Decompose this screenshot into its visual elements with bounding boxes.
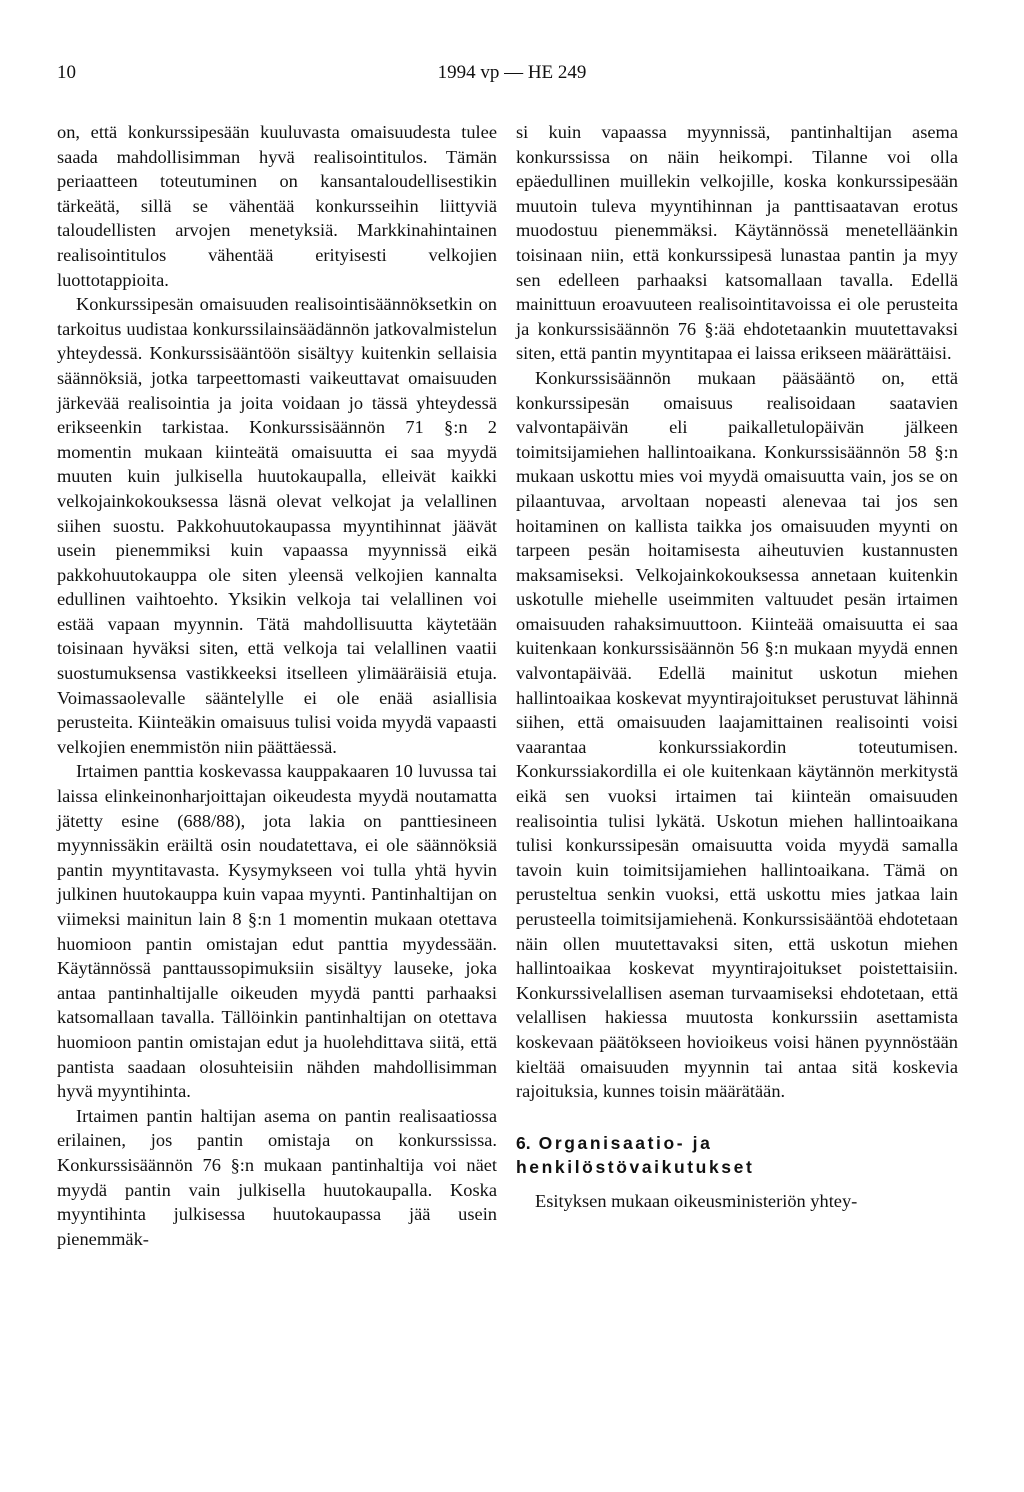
section-heading bbox=[516, 1131, 958, 1179]
section-number: 6. bbox=[516, 1132, 531, 1153]
paragraph: Irtaimen pantin haltijan asema on pantin realisaatiossa erilainen, jos pantin omistaja on konkurssissa. Konkurssisäännön 76 §:n mukaan pantinhaltija voi näet myydä pantin vain julkisella huutokaupalla. Koska myyntihinta julkisessa huutokaupassa jää usein pienemmäk- bbox=[57, 1105, 497, 1249]
paragraph: si kuin vapaassa myynnissä, pantinhaltijan asema konkurssissa on näin heikompi. Tilanne voi olla epäedullinen muillekin velkojille, koska konkurssipesään muutoin tuleva myyntihinnan ja panttisaatavan erotus muodostuu pienemmäksi. Käytännössä menetelläänkin toisinaan niin, että konkurssipesä lunastaa pantin ja myy sen edelleen parhaaksi katsomallaan tavalla. Edellä mainittuun eroavuuteen realisointitavoissa ei ole perusteita ja konkurssisäännön 76 §:ää ehdotetaankin muutettavaksi siten, että pantin myyntitapaa ei laissa erikseen määrättäisi. bbox=[516, 122, 958, 364]
paragraph: Konkurssisäännön mukaan pääsääntö on, että konkurssipesän omaisuus realisoidaan saatavien valvontapäivän eli paikalletulopäivän jälkeen toimitsijamiehen hallintoaikana. Konkurssisäännön 58 §:n mukaan uskottu mies voi myydä omaisuutta vain, jos se on pilaantuvaa, arvoltaan nopeasti alenevaa tai jos sen hoitaminen on kallista taikka jos omaisuuden myynti on tarpeen pesän hoitamisesta aiheutuvien kustannusten maksamiseksi. Velkojainkokouksessa annetaan kuitenkin uskotulle miehelle useimmiten valtuudet pesän irtaimen omaisuuden rahaksimuuttoon. Kiinteää omaisuutta ei saa kuitenkaan konkurssisäännön 56 §:n mukaan myydä ennen valvontapäivää. Edellä mainitut uskotun miehen hallintoaikaa koskevat myyntirajoitukset perustuvat lähinnä siihen, että omaisuuden laajamittainen realisointi voisi vaarantaa konkurssiakordin toteutumisen. Konkurssiakordilla ei ole kuitenkaan käytännön merkitystä eikä sen vuoksi irtaimen tai kiinteän omaisuuden realisointia tulisi lykätä. Uskotun miehen hallintoaikana tulisi konkurssipesän omaisuutta voida myydä samalla tavoin kuin toimitsijamiehen hallintoaikana. Tämä on perusteltua senkin vuoksi, että uskottu mies jatkaa lain perusteella toimitsijamiehenä. Konkurssisääntöä ehdotetaan näin ollen muutettavaksi siten, että uskotun miehen hallintoaikaa koskevat myyntirajoitukset poistettaisiin. Konkurssivelallisen aseman turvaamiseksi ehdotetaan, että velallisen hakiessa muutosta konkurssiin asettamista koskevaan päätökseen hovioikeus voisi hänen pyynnöstään kieltää omaisuuden myynnin tai antaa sitä koskevia rajoituksia, kunnes toisin määrätään. bbox=[516, 367, 958, 1102]
left-column bbox=[57, 120, 497, 1251]
paragraph: on, että konkurssipesään kuuluvasta omaisuudesta tulee saada mahdollisimman hyvä realisointitulos. Tämän periaatteen toteutuminen on kansantaloudellisestikin tärkeätä, sillä se vähentää konkursseihin liittyviä taloudellisten arvojen menetyksiä. Markkinahintainen realisointitulos vähentää erityisesti velkojien luottotappioita. bbox=[57, 122, 497, 290]
right-column bbox=[516, 120, 958, 1213]
section-title: Organisaatio- ja henkilöstövaikutukset bbox=[516, 1132, 755, 1177]
paragraph: Konkurssipesän omaisuuden realisointisäännöksetkin on tarkoitus uudistaa konkurssilainsäädännön jatkovalmistelun yhteydessä. Konkurssisääntöön sisältyy kuitenkin sellaisia säännöksiä, jotka tarpeettomasti vaikeuttavat omaisuuden järkevää realisointia ja joita voidaan jo tässä yhteydessä erikseenkin tarkistaa. Konkurssisäännön 71 §:n 2 momentin mukaan kiinteätä omaisuutta ei saa myydä muuten kuin julkisella huutokaupalla, elleivät kaikki velkojainkokouksessa läsnä olevat velkojat ja velallinen siihen suostu. Pakkohuutokaupassa myyntihinnat jäävät usein pienemmiksi kuin vapaassa myynnissä eikä pakkohuutokauppa ole siten yleensä velkojien kannalta edullinen vaihtoehto. Yksikin velkoja tai velallinen voi estää vapaan myynnin. Tätä mahdollisuutta käytetään toisinaan hyväksi siten, että velkoja tai velallinen vaatii suostumuksensa vastikkeeksi itselleen ylimääräisiä etuja. Voimassaolevalle sääntelylle ei ole enää asiallisia perusteita. Kiinteäkin omaisuus tulisi voida myydä vapaasti velkojien enemmistön niin päättäessä. bbox=[57, 294, 497, 757]
paragraph: Irtaimen panttia koskevassa kauppakaaren 10 luvussa tai laissa elinkeinonharjoittajan oikeudesta myydä noutamatta jätetty esine (688/88), jota lakia on panttiesineen myynnissäkin eräiltä osin noudatettava, ei ole säännöksiä pantin myyntitavasta. Kysymykseen voi tulla yhtä hyvin julkinen huutokauppa kuin vapaa myynti. Pantinhaltijan on viimeksi mainitun lain 8 §:n 1 momentin mukaan otettava huomioon pantin omistajan edut panttia myydessään. Käytännössä panttaussopimuksiin sisältyy lauseke, joka antaa pantinhaltijalle oikeuden myydä pantti parhaaksi katsomallaan tavalla. Tällöinkin pantinhaltijan on otettava huomioon pantin omistajan edut ja huolehdittava siitä, että pantista saadaan olosuhteisiin nähden mahdollisimman hyvä myyntihinta. bbox=[57, 761, 497, 1102]
running-title: 1994 vp — HE 249 bbox=[437, 62, 587, 83]
paragraph: Esityksen mukaan oikeusministeriön yhtey- bbox=[535, 1190, 858, 1211]
page-number: 10 bbox=[57, 62, 76, 83]
page-header bbox=[0, 62, 1024, 92]
